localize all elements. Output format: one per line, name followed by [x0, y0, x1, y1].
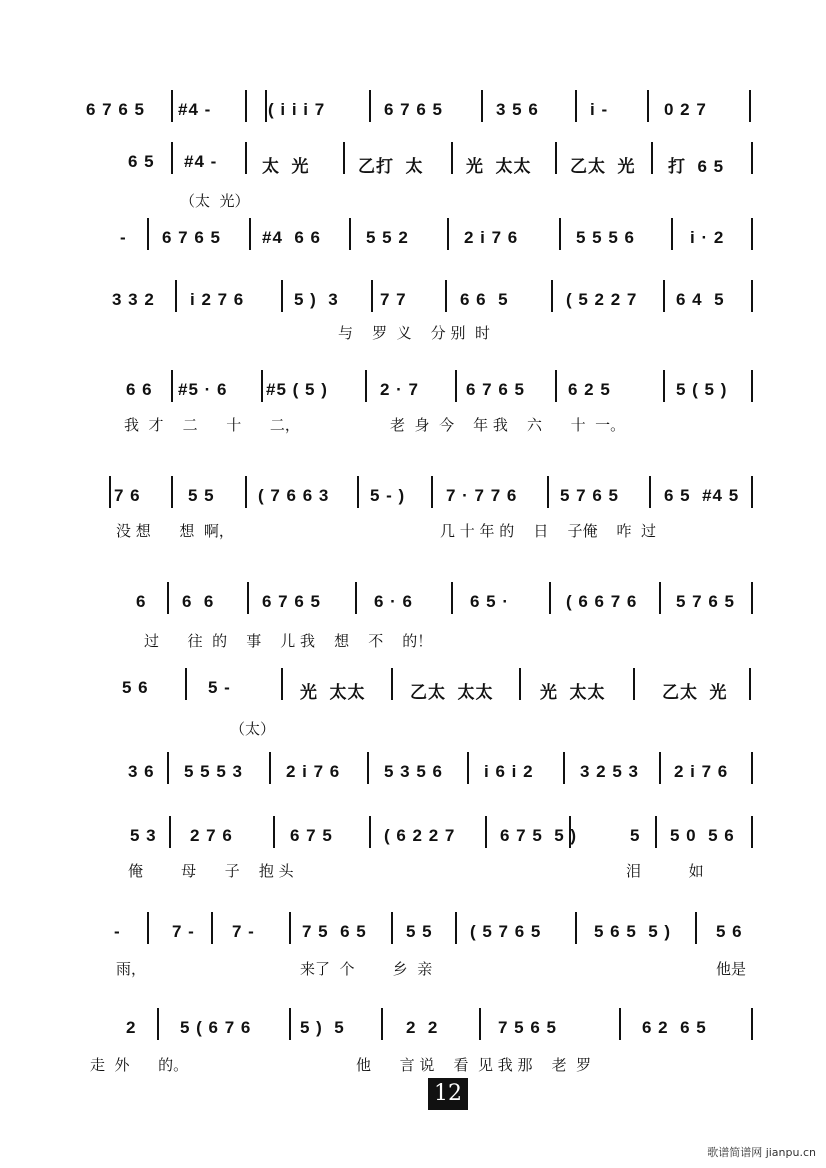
bar-lines	[0, 366, 826, 406]
note-group: 2 7 6	[190, 826, 233, 845]
note-group: i · 2	[690, 228, 725, 247]
lyric-text: 泪 如	[626, 862, 704, 880]
bar-lines	[0, 86, 826, 126]
lyric-text: 走 外 的。	[90, 1056, 189, 1074]
note-group: 乙太 太太	[410, 683, 494, 702]
note-group: #4 6 6	[262, 228, 321, 247]
lyric-text: 没 想 想 啊，	[116, 522, 234, 540]
note-group: 7 · 7 7 6	[446, 486, 518, 505]
note-group: 2 i 7 6	[286, 762, 341, 781]
note-group: 3 5 6	[496, 100, 539, 119]
note-group: 6 7 5 5 )	[500, 826, 578, 845]
lyric-text: 来了 个 乡 亲	[300, 960, 433, 978]
note-group: i 2 7 6	[190, 290, 245, 309]
score-line-2	[0, 152, 826, 192]
note-group: 7 -	[172, 922, 195, 941]
note-group: 6 7 6 5	[466, 380, 525, 399]
note-group: 6 5 ·	[470, 592, 510, 611]
bar-lines	[0, 214, 826, 254]
note-group: i 6 i 2	[484, 762, 534, 781]
note-group: 5 5 2	[366, 228, 409, 247]
note-group: 6 6	[182, 592, 215, 611]
note-group: 6 5	[128, 152, 155, 171]
bar-lines	[0, 664, 826, 704]
note-group: 5 ) 5	[300, 1018, 345, 1037]
lyric-line-8	[0, 958, 826, 982]
note-group: ( 6 2 2 7	[384, 826, 456, 845]
lyric-text: 他是	[716, 960, 747, 978]
note-group: 0 2 7	[664, 100, 707, 119]
bar-lines	[0, 908, 826, 948]
note-group: 光 太太	[300, 683, 366, 702]
note-group: 5 7 6 5	[676, 592, 735, 611]
note-group: ( i i i 7	[268, 100, 326, 119]
lyric-line-2	[0, 322, 826, 346]
score-line-9	[0, 762, 826, 802]
note-group: -	[114, 922, 121, 941]
bar-lines	[0, 578, 826, 618]
lyric-line-5	[0, 630, 826, 654]
lyric-line-4	[0, 520, 826, 544]
note-group: 7 7	[380, 290, 407, 309]
bar-lines	[0, 1004, 826, 1044]
lyric-text: 几 十 年 的 日 子俺 咋 过	[440, 522, 657, 540]
note-group: 3 2 5 3	[580, 762, 639, 781]
lyric-text: 老 身 今 年 我 六 十 一。	[390, 416, 626, 434]
note-group: 5 - )	[370, 486, 406, 505]
note-group: 6	[136, 592, 147, 611]
note-group: 6 2 5	[568, 380, 611, 399]
lyric-text: 雨，	[116, 960, 147, 978]
note-group: 乙太 光	[662, 683, 728, 702]
note-group: 5 7 6 5	[560, 486, 619, 505]
note-group: 5 -	[208, 678, 231, 697]
note-group: 2 i 7 6	[674, 762, 729, 781]
lyric-text: （太 光）	[180, 192, 250, 210]
note-group: 5 6	[716, 922, 743, 941]
note-group: 乙打 太	[358, 157, 424, 176]
score-line-1	[0, 100, 826, 140]
note-group: 7 5 6 5	[302, 922, 367, 941]
note-group: 5 5	[406, 922, 433, 941]
lyric-text: 过 往 的 事 儿 我 想 不 的！	[144, 632, 433, 650]
lyric-text: 他 言 说 看 见 我 那 老 罗	[356, 1056, 592, 1074]
lyric-line-7	[0, 860, 826, 884]
note-group: #4 -	[178, 100, 212, 119]
note-group: 5 5	[188, 486, 215, 505]
note-group: 6 5 #4 5	[664, 486, 740, 505]
note-group: i -	[590, 100, 609, 119]
note-group: ( 5 2 2 7	[566, 290, 638, 309]
note-group: 光 太太	[540, 683, 606, 702]
lyric-text: 我 才 二 十 二，	[124, 416, 300, 434]
lyric-text: 与 罗 义 分 别 时	[338, 324, 490, 342]
note-group: ( 5 7 6 5	[470, 922, 542, 941]
note-group: 7 -	[232, 922, 255, 941]
note-group: -	[120, 228, 127, 247]
note-group: 乙太 光	[570, 157, 636, 176]
note-group: 5 6	[122, 678, 149, 697]
note-group: 光 太太	[466, 157, 532, 176]
note-group: 5 5 5 6	[576, 228, 635, 247]
note-group: 6 · 6	[374, 592, 414, 611]
lyric-line-3	[0, 414, 826, 438]
note-group: 6 7 5	[290, 826, 333, 845]
note-group: 7 6	[114, 486, 141, 505]
note-group: 打 6 5	[668, 157, 725, 176]
bar-lines	[0, 472, 826, 512]
bar-lines	[0, 276, 826, 316]
note-group: #5 · 6	[178, 380, 228, 399]
note-group: 6 7 6 5	[162, 228, 221, 247]
note-group: ( 7 6 6 3	[258, 486, 330, 505]
note-group: 5 ( 5 )	[676, 380, 728, 399]
watermark: 歌谱简谱网 jianpu.cn	[707, 1146, 816, 1159]
page-number: 12	[428, 1078, 468, 1110]
note-group: 2 i 7 6	[464, 228, 519, 247]
note-group: 5 3 5 6	[384, 762, 443, 781]
note-group: 6 4 5	[676, 290, 725, 309]
note-group: 2 2	[406, 1018, 439, 1037]
bar-lines	[0, 748, 826, 788]
score-line-7	[0, 592, 826, 632]
score-line-3	[0, 228, 826, 268]
note-group: 3 6	[128, 762, 155, 781]
note-group: 6 7 6 5	[384, 100, 443, 119]
lyric-line-6	[0, 718, 826, 742]
note-group: 6 6 5	[460, 290, 509, 309]
bar-lines	[0, 812, 826, 852]
score-line-11	[0, 922, 826, 962]
bar-lines	[0, 138, 826, 178]
lyric-line-9	[0, 1054, 826, 1078]
note-group: 6 2 6 5	[642, 1018, 707, 1037]
note-group: 6 7 6 5	[86, 100, 145, 119]
note-group: 6 7 6 5	[262, 592, 321, 611]
score-line-12	[0, 1018, 826, 1058]
note-group: 2 · 7	[380, 380, 420, 399]
note-group: 5 0 5 6	[670, 826, 735, 845]
lyric-text: （太）	[230, 720, 276, 738]
lyric-text: 俺 母 子 抱 头	[128, 862, 294, 880]
note-group: ( 6 6 7 6	[566, 592, 638, 611]
note-group: 5 6 5 5 )	[594, 922, 672, 941]
note-group: 5 3	[130, 826, 157, 845]
note-group: 3 3 2	[112, 290, 155, 309]
note-group: 2	[126, 1018, 137, 1037]
note-group: 5	[630, 826, 641, 845]
lyric-line-1	[0, 190, 826, 214]
note-group: 太 光	[262, 157, 310, 176]
note-group: #4 -	[184, 152, 218, 171]
note-group: 7 5 6 5	[498, 1018, 557, 1037]
note-group: 5 5 5 3	[184, 762, 243, 781]
note-group: 5 ) 3	[294, 290, 339, 309]
score-line-8	[0, 678, 826, 718]
note-group: 6 6	[126, 380, 153, 399]
note-group: #5 ( 5 )	[266, 380, 328, 399]
note-group: 5 ( 6 7 6	[180, 1018, 252, 1037]
